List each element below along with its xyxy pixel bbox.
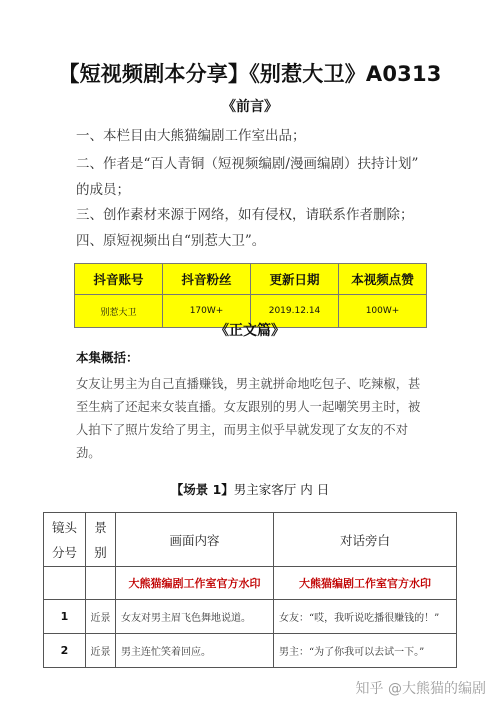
stats-table (74, 263, 427, 328)
scene-label: 【场景 1】 (170, 482, 234, 497)
stats-value-likes: 100W+ (339, 295, 427, 328)
scene-header-row (44, 513, 457, 567)
scene-heading (0, 480, 500, 498)
header-dialogue: 对话旁白 (274, 513, 457, 567)
table-row (44, 600, 457, 634)
watermark-dialogue: 大熊猫编剧工作室官方水印 (274, 567, 457, 600)
stats-value-account: 别惹大卫 (75, 295, 163, 328)
shot-number: 2 (44, 634, 86, 668)
preface-line-3: 的成员； (76, 182, 130, 198)
shot-number: 1 (44, 600, 86, 634)
header-shot-number: 镜头 分号 (44, 513, 86, 567)
preface-line-1: 一、本栏目由大熊猫编剧工作室出品； (76, 128, 306, 144)
stats-header-date: 更新日期 (251, 264, 339, 295)
stats-header-row (75, 264, 427, 295)
table-row (44, 634, 457, 668)
shot-dialogue: 女友：“哎，我听说吃播很赚钱的！” (274, 600, 457, 634)
preface-line-5: 四、原短视频出自“别惹大卫”。 (76, 233, 266, 249)
stats-value-fans: 170W+ (163, 295, 251, 328)
document-title: 【短视频剧本分享】《别惹大卫》A0313 (58, 62, 442, 86)
summary-label: 本集概括： (76, 350, 139, 365)
stats-header-account: 抖音账号 (75, 264, 163, 295)
zhihu-watermark: 知乎 @大熊猫的编剧 (355, 681, 486, 697)
stats-header-likes: 本视频点赞 (339, 264, 427, 295)
shot-scale: 近景 (86, 634, 116, 668)
scene-table (43, 512, 457, 668)
shot-dialogue: 男主：“为了你我可以去试一下。” (274, 634, 457, 668)
header-content: 画面内容 (116, 513, 274, 567)
header-shot-scale: 景 别 (86, 513, 116, 567)
stats-value-date: 2019.12.14 (251, 295, 339, 328)
scene-location: 男主家客厅 内 日 (233, 482, 330, 497)
stats-header-fans: 抖音粉丝 (163, 264, 251, 295)
preface-line-4: 三、创作素材来源于网络，如有侵权，请联系作者删除； (76, 207, 414, 223)
watermark-content: 大熊猫编剧工作室官方水印 (116, 567, 274, 600)
shot-content: 女友对男主眉飞色舞地说道。 (116, 600, 274, 634)
summary-text: 女友让男主为自己直播赚钱，男主就拼命地吃包子、吃辣椒，甚至生病了还起来女装直播。女友跟别的男人一起嘲笑男主时，被人拍下了照片发给了男主，而男主似乎早就发现了女友的不对劲。 (76, 377, 421, 460)
watermark-row (44, 567, 457, 600)
preface-heading: 《前言》 (222, 99, 278, 115)
shot-content: 男主连忙笑着回应。 (116, 634, 274, 668)
preface-line-2: 二、作者是“百人青铜（短视频编剧/漫画编剧）扶持计划” (76, 156, 419, 172)
body-heading: 《正文篇》 (215, 323, 285, 339)
shot-scale: 近景 (86, 600, 116, 634)
